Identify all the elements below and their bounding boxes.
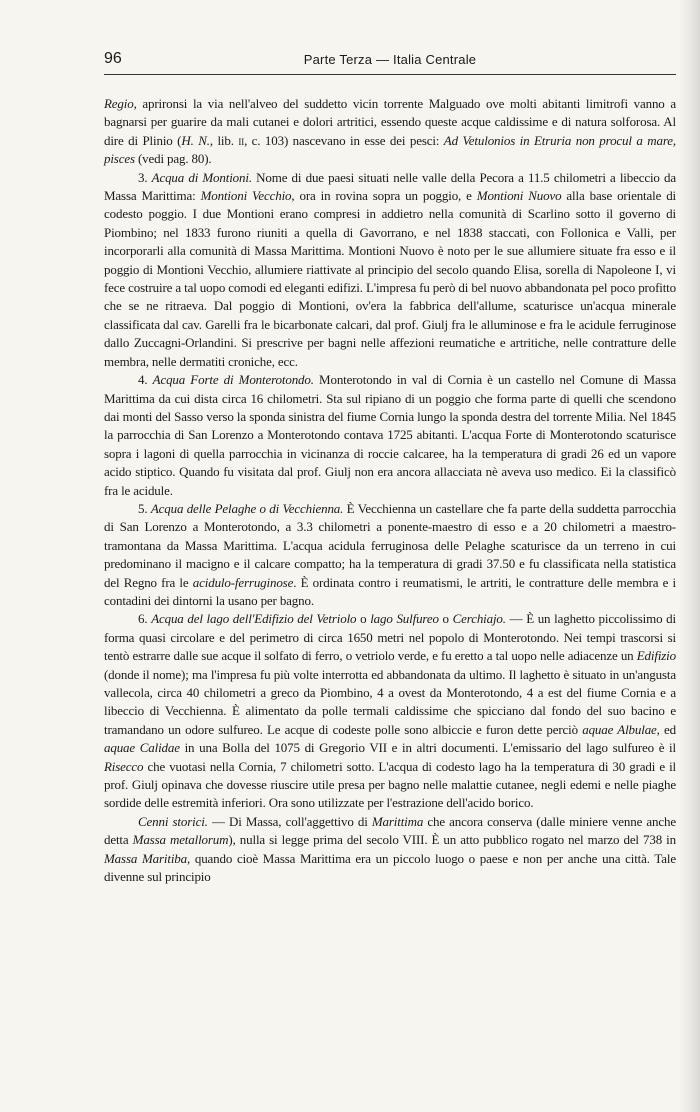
paragraph-continuation: Regio, aprironsi la via nell'alveo del suddetto vicin torrente Malguado ove molti abitanti limitrofi vanno a bagnarsi per guarire da mali cutanei e dolori artritici, essendo queste acque caldissime e di natura solforosa. Al dire di Plinio (H. N., lib. ii, c. 103) nascevano in esse dei pesci: Ad Vetulonios in Etruria non procul a mare, pisces (vedi pag. 80). xyxy=(104,96,676,167)
body-text xyxy=(104,95,676,886)
paragraph-cenni-storici: Cenni storici. — Di Massa, coll'aggettivo di Marittima che ancora conserva (dalle miniere venne anche detta Massa metallorum), nulla si legge prima del secolo VIII. È un atto pubblico rogato nel marzo del 738 in Massa Maritiba, quando cioè Massa Marittima era un piccolo luogo o paese e non per anche una città. Tale divenne sul principio xyxy=(104,813,676,885)
header-rule xyxy=(104,74,676,75)
page-header xyxy=(104,50,676,70)
page-number: 96 xyxy=(104,50,122,67)
running-head: Parte Terza — Italia Centrale xyxy=(303,52,477,67)
paragraph-lago-sulfureo: 6. Acqua del lago dell'Edifizio del Vetriolo o lago Sulfureo o Cerchiajo. — È un laghetto piccolissimo di forma quasi circolare e del perimetro di circa 1650 metri nel popolo di Monterotondo. Nei tempi trascorsi si tentò estrarre dalle sue acque il solfato di ferro, o vetriolo verde, e fu eretto a tal uopo nelle adiacenze un Edifizio (donde il nome); ma l'impresa fu più volte interrotta ed abbandonata da ultimo. Il laghetto è situato in un'angusta vallecola, circa 40 chilometri a greco da Piombino, 4 a ovest da Monterotondo, 4 a est del fiume Cornia e a libeccio di Vecchienna. È alimentato da polle termali caldissime che spicciano dal fondo del suo bacino e tramandano un odore sulfureo. Le acque di codeste polle sono albiccie e furon dette perciò aquae Albulae, ed aquae Calidae in una Bolla del 1075 di Gregorio VII e in altri documenti. L'emissario del lago sulfureo è il Risecco che vuotasi nella Cornia, 7 chilometri sotto. L'acqua di codesto lago ha la temperatura di 30 gradi e il prof. Giulj opinava che dovesse riuscire utile presa per bagno nelle malattie cutanee, negli edemi e nelle piaghe sordide delle estremità inferiori. Ora sono utilizzate per l'estrazione dell'acido borico. xyxy=(104,611,677,811)
page-edge-shadow xyxy=(678,0,700,1112)
paragraph-acqua-forte-monterotondo: 4. Acqua Forte di Monterotondo. Monterotondo in val di Cornia è un castello nel Comune di Massa Marittima da cui dista circa 16 chilometri. Sta sul ripiano di un poggio che forma parte di quelli che scendono dai monti del Sasso verso la sponda sinistra del fiume Cornia lungo la sponda destra del torrente Milia. Nel 1845 la parrocchia di San Lorenzo a Monterotondo contava 1725 abitanti. L'acqua Forte di Monterotondo scaturisce sopra i lagoni di quella parrocchia in vicinanza di roccie calcaree, ha la temperatura di gradi 26 ed un vapore acido stiptico. Quando fu visitata dal prof. Giulj non era ancora allacciata nè aveva uso medico. Ei la classificò fra le acidule. xyxy=(104,372,677,498)
paragraph-acqua-montioni: 3. Acqua di Montioni. Nome di due paesi situati nelle valle della Pecora a 11.5 chilometri a libeccio da Massa Marittima: Montioni Vecchio, ora in rovina sopra un poggio, e Montioni Nuovo alla base orientale di codesto poggio. I due Montioni erano compresi in addietro nella comunità di Scarlino sotto il governo di Piombino; nel 1833 furono riuniti a quella di Gavorrano, e nel 1838 staccati, con Follonica e Valli, per incorporarli alla comunità di Massa Marittima. Montioni Nuovo è noto per le sue allumiere situate fra esso e il poggio di Montioni Vecchio, allumiere riattivate al principio del secolo quando Elisa, sorella di Napoleone I, vi fece costruire a tal uopo comodi ed eleganti edifizi. L'impresa fu però di bel nuovo abbandonata pel poco profitto che se ne ritraeva. Dal poggio di Montioni, ov'era la fabbrica dell'allume, scaturisce un'acqua minerale classificata dal cav. Garelli fra le bicarbonate calcari, dal prof. Giulj fra le alluminose e fra le acidule ferruginose dallo Zuccagni-Orlandini. Si prescrive per bagni nelle affezioni reumatiche e artritiche, nelle contratture delle membra, nelle dermatiti croniche, ecc. xyxy=(104,169,677,369)
paragraph-acqua-pelaghe: 5. Acqua delle Pelaghe o di Vecchienna. È Vecchienna un castellare che fa parte della suddetta parrocchia di San Lorenzo a Monterotondo, a 3.3 chilometri a ponente-maestro di esso e a 20 chilometri a maestro-tramontana da Massa Marittima. L'acqua acidula ferruginosa delle Pelaghe scaturisce da un terreno in cui predominano il macigno e il calcare compatto; ha la temperatura di gradi 37.50 e fu classificata nella statistica del Regno fra le acidulo-ferruginose. È ordinata contro i reumatismi, le artriti, le contratture delle membra e i contadini dei dintorni la usano per bagno. xyxy=(104,500,676,608)
